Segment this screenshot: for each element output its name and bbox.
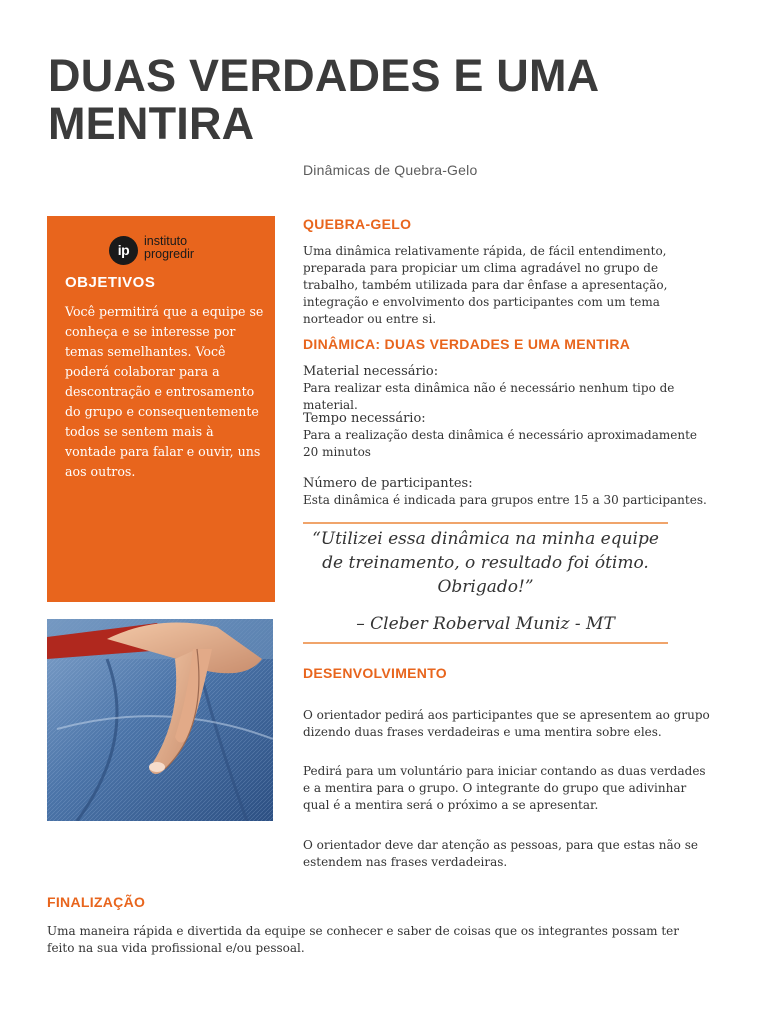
instituto-progredir-logo — [109, 234, 219, 266]
objectives-heading: OBJETIVOS — [65, 274, 156, 291]
tempo-section — [303, 410, 713, 461]
quote-top-divider — [303, 522, 668, 524]
material-text: Para realizar esta dinâmica não é necessário nenhum tipo de material. — [303, 381, 675, 412]
testimonial-author: – Cleber Roberval Muniz - MT — [356, 614, 615, 634]
tempo-text: Para a realização desta dinâmica é necessário aproximadamente 20 minutos — [303, 428, 698, 459]
material-label: Material necessário: — [303, 364, 439, 379]
participantes-label: Número de participantes: — [303, 476, 473, 491]
quebra-gelo-text: Uma dinâmica relativamente rápida, de fácil entendimento, preparada para propiciar um clima agradável no grupo de trabalho, também utilizada para dar ênfase a apresentação, integração e envolvimento dos participantes com um tema norteador ou entre si. — [303, 244, 668, 326]
tempo-label: Tempo necessário: — [303, 411, 426, 426]
desenvolvimento-paragraph-3: O orientador deve dar atenção as pessoas, para que estas não se estendem nas frases verdadeiras. — [303, 838, 698, 869]
crossed-fingers-image — [47, 619, 273, 821]
finalizacao-text: Uma maneira rápida e divertida da equipe se conhecer e saber de coisas que os integrantes possam ter feito na sua vida profissional e/ou pessoal. — [47, 924, 680, 955]
ip-logo-icon: ip — [109, 236, 138, 265]
material-section — [303, 363, 713, 414]
dinamica-heading: DINÂMICA: DUAS VERDADES E UMA MENTIRA — [303, 336, 631, 352]
finalizacao-heading: FINALIZAÇÃO — [47, 894, 146, 910]
objectives-panel — [47, 216, 275, 602]
objectives-text: Você permitirá que a equipe se conheça e se interesse por temas semelhantes. Você poderá colaborar para a descontração e entrosamento do grupo e consequentemente todos se sentem mais à vontade para falar e ouvir, uns aos outros. — [65, 304, 264, 479]
page-subtitle: Dinâmicas de Quebra-Gelo — [303, 162, 478, 178]
desenvolvimento-heading: DESENVOLVIMENTO — [303, 665, 448, 681]
quote-bottom-divider — [303, 642, 668, 644]
crossed-fingers-photo — [47, 619, 273, 821]
quebra-gelo-heading: QUEBRA-GELO — [303, 216, 412, 232]
testimonial-quote: “Utilizei essa dinâmica na minha equipe de treinamento, o resultado foi ótimo. Obrigado!” — [312, 529, 659, 597]
participantes-text: Esta dinâmica é indicada para grupos entre 15 a 30 participantes. — [303, 493, 707, 507]
page-title: DUAS VERDADES E UMA MENTIRA — [48, 50, 598, 149]
desenvolvimento-paragraph-2: Pedirá para um voluntário para iniciar contando as duas verdades e a mentira para o grupo. O integrante do grupo que adivinhar qual é a mentira será o próximo a se apresentar. — [303, 764, 706, 812]
logo-text: instituto progredir — [144, 234, 195, 261]
desenvolvimento-paragraph-1: O orientador pedirá aos participantes que se apresentem ao grupo dizendo duas frases verdadeiras e uma mentira sobre eles. — [303, 708, 710, 739]
participantes-section — [303, 475, 713, 509]
